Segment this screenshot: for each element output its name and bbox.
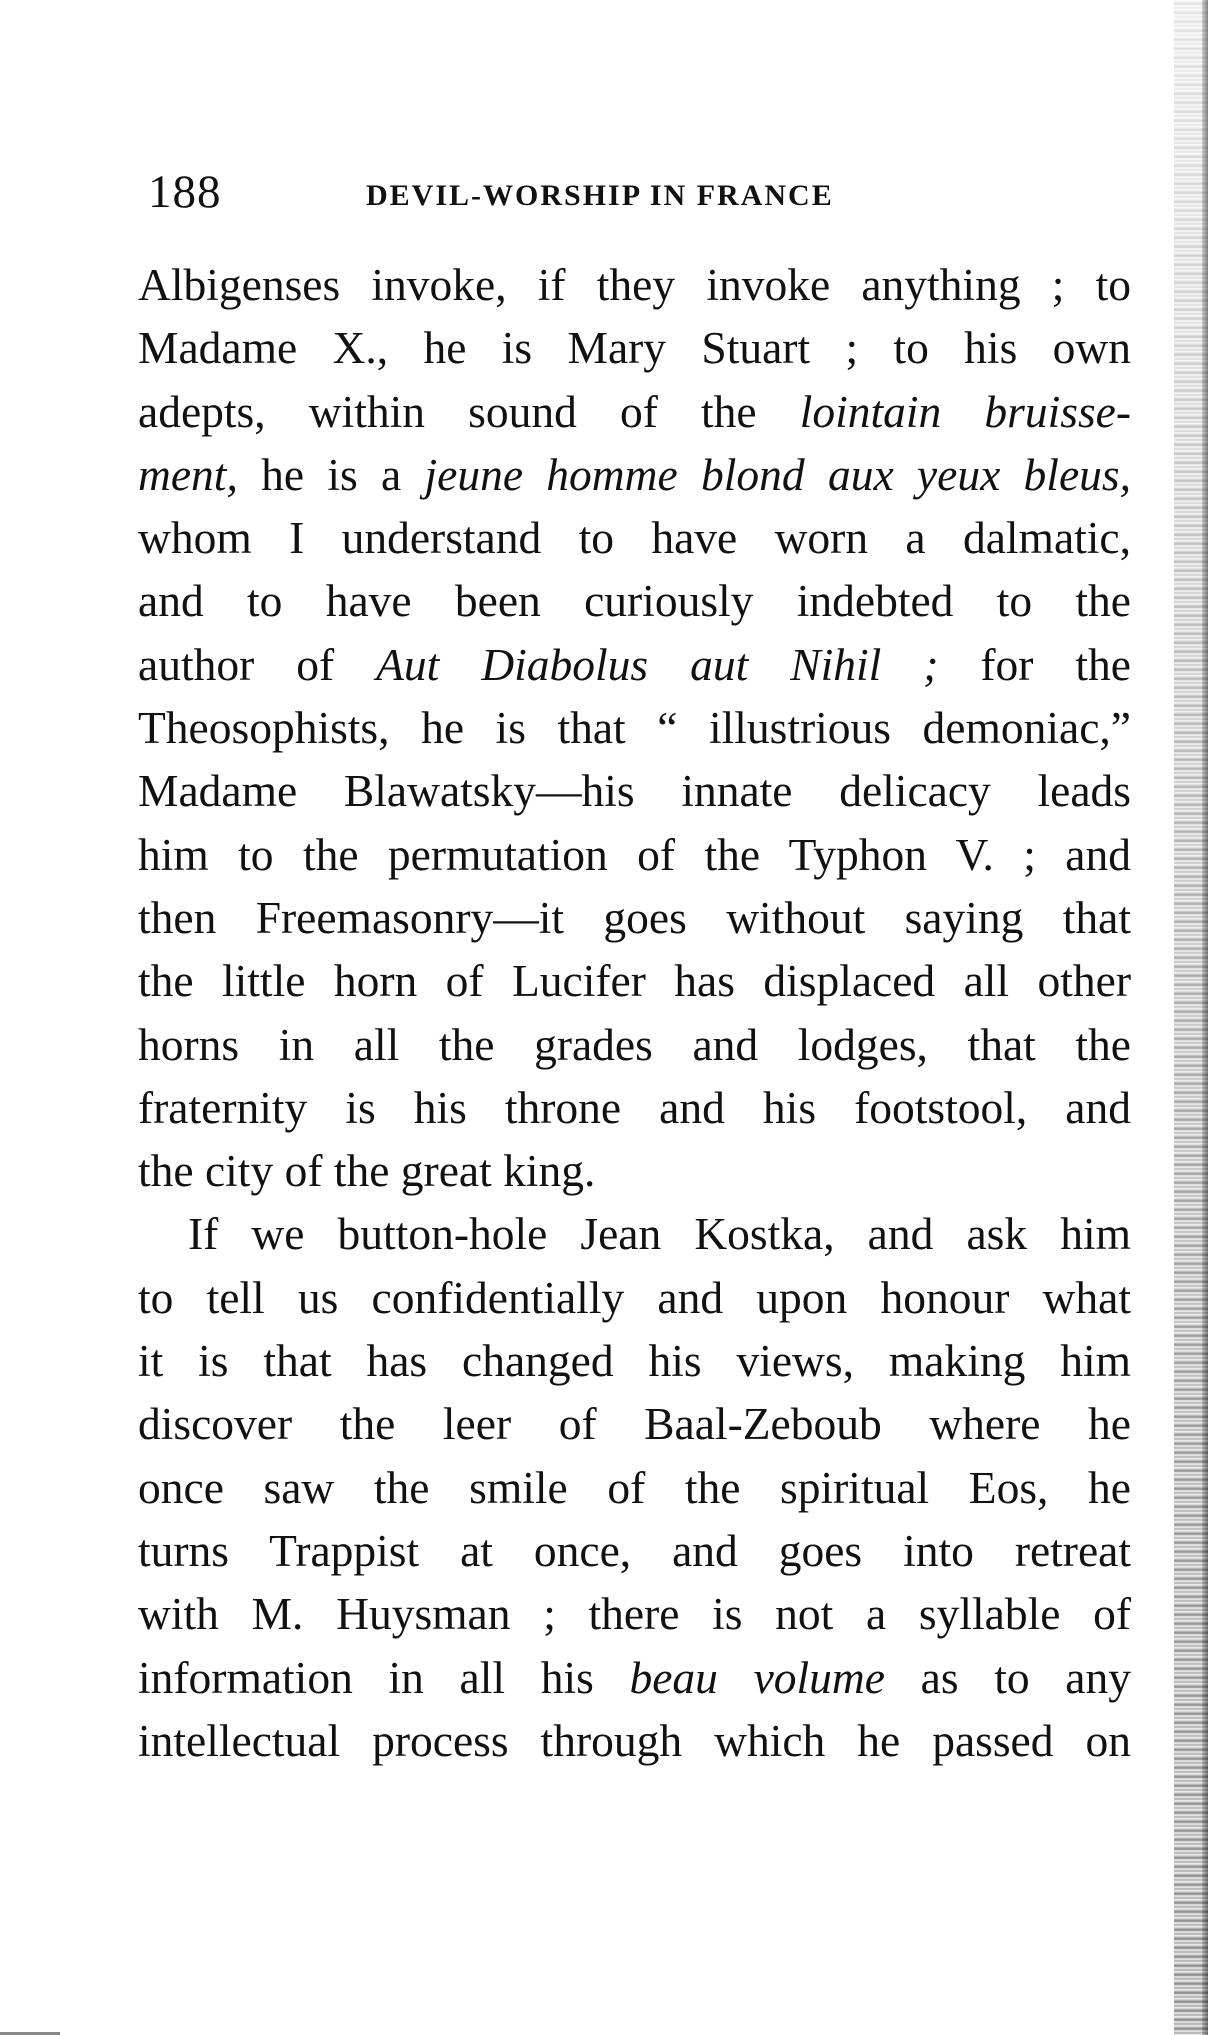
text-segment: as to any (884, 1651, 1131, 1703)
text-segment: and to have been curiously indebted to the (138, 575, 1131, 627)
text-segment: fraternity is his throne and his footstool, and (138, 1081, 1131, 1133)
text-line (138, 1709, 1131, 1772)
text-segment: then Freemasonry—it goes without saying that (138, 891, 1131, 943)
page-header (148, 165, 1128, 225)
text-segment: If we button-hole Jean Kostka, and ask him (188, 1208, 1131, 1260)
text-segment: to tell us confidentially and upon honour what (138, 1271, 1131, 1323)
italic-text: Aut Diabolus aut Nihil ; (376, 638, 939, 690)
text-segment: he is a (237, 448, 425, 500)
italic-text: lointain bruisse- (799, 385, 1131, 437)
text-line (138, 316, 1131, 379)
text-line (138, 1013, 1131, 1076)
text-line (138, 1139, 1131, 1202)
text-segment: intellectual process through which he passed on (138, 1714, 1131, 1766)
text-line (138, 696, 1131, 759)
page-number: 188 (148, 166, 222, 218)
text-line (138, 1392, 1131, 1455)
text-segment: author of (138, 638, 377, 690)
text-line (138, 886, 1131, 949)
page-edge (1202, 0, 1208, 2035)
text-segment: with M. Huysman ; there is not a syllable of (138, 1588, 1131, 1640)
italic-text: beau volume (629, 1651, 885, 1703)
text-line (138, 1646, 1131, 1709)
text-line (138, 380, 1131, 443)
text-line (138, 759, 1131, 822)
text-segment: Albigenses invoke, if they invoke anything ; to (138, 259, 1131, 310)
text-segment: the city of the great king. (138, 1145, 596, 1197)
text-segment: for the (938, 638, 1131, 690)
text-line (138, 1202, 1131, 1265)
paragraph (138, 253, 1131, 1202)
text-line (138, 1519, 1131, 1582)
running-title: DEVIL-WORSHIP IN FRANCE (366, 179, 834, 212)
text-segment: whom I understand to have worn a dalmatic, (138, 512, 1131, 564)
text-segment: discover the leer of Baal-Zeboub where he (138, 1398, 1131, 1450)
italic-text: ment, (138, 448, 238, 500)
text-line (138, 633, 1131, 696)
text-segment: horns in all the grades and lodges, that the (138, 1018, 1131, 1070)
text-line (138, 1582, 1131, 1645)
text-line (138, 1456, 1131, 1519)
text-line (138, 823, 1131, 886)
text-line (138, 569, 1131, 632)
text-segment: him to the permutation of the Typhon V. ; and (138, 828, 1131, 880)
text-segment: the little horn of Lucifer has displaced all other (138, 955, 1131, 1007)
text-line (138, 1266, 1131, 1329)
text-segment: once saw the smile of the spiritual Eos, he (138, 1461, 1131, 1513)
text-segment: adepts, within sound of the (138, 385, 800, 437)
text-line (138, 949, 1131, 1012)
text-segment: turns Trappist at once, and goes into retreat (138, 1524, 1131, 1576)
text-segment: it is that has changed his views, making him (138, 1335, 1131, 1387)
text-line (138, 1329, 1131, 1392)
body-text (138, 253, 1131, 1772)
text-line (138, 443, 1131, 506)
italic-text: jeune homme blond aux yeux bleus, (424, 448, 1131, 500)
text-segment: information in all his (138, 1651, 630, 1703)
text-line (138, 1076, 1131, 1139)
paragraph (138, 1202, 1131, 1772)
text-line (138, 253, 1131, 316)
text-segment: Madame Blawatsky—his innate delicacy leads (138, 765, 1131, 817)
text-segment: Madame X., he is Mary Stuart ; to his own (138, 322, 1131, 374)
text-segment: Theosophists, he is that “ illustrious demoniac,” (138, 702, 1131, 754)
text-line (138, 506, 1131, 569)
